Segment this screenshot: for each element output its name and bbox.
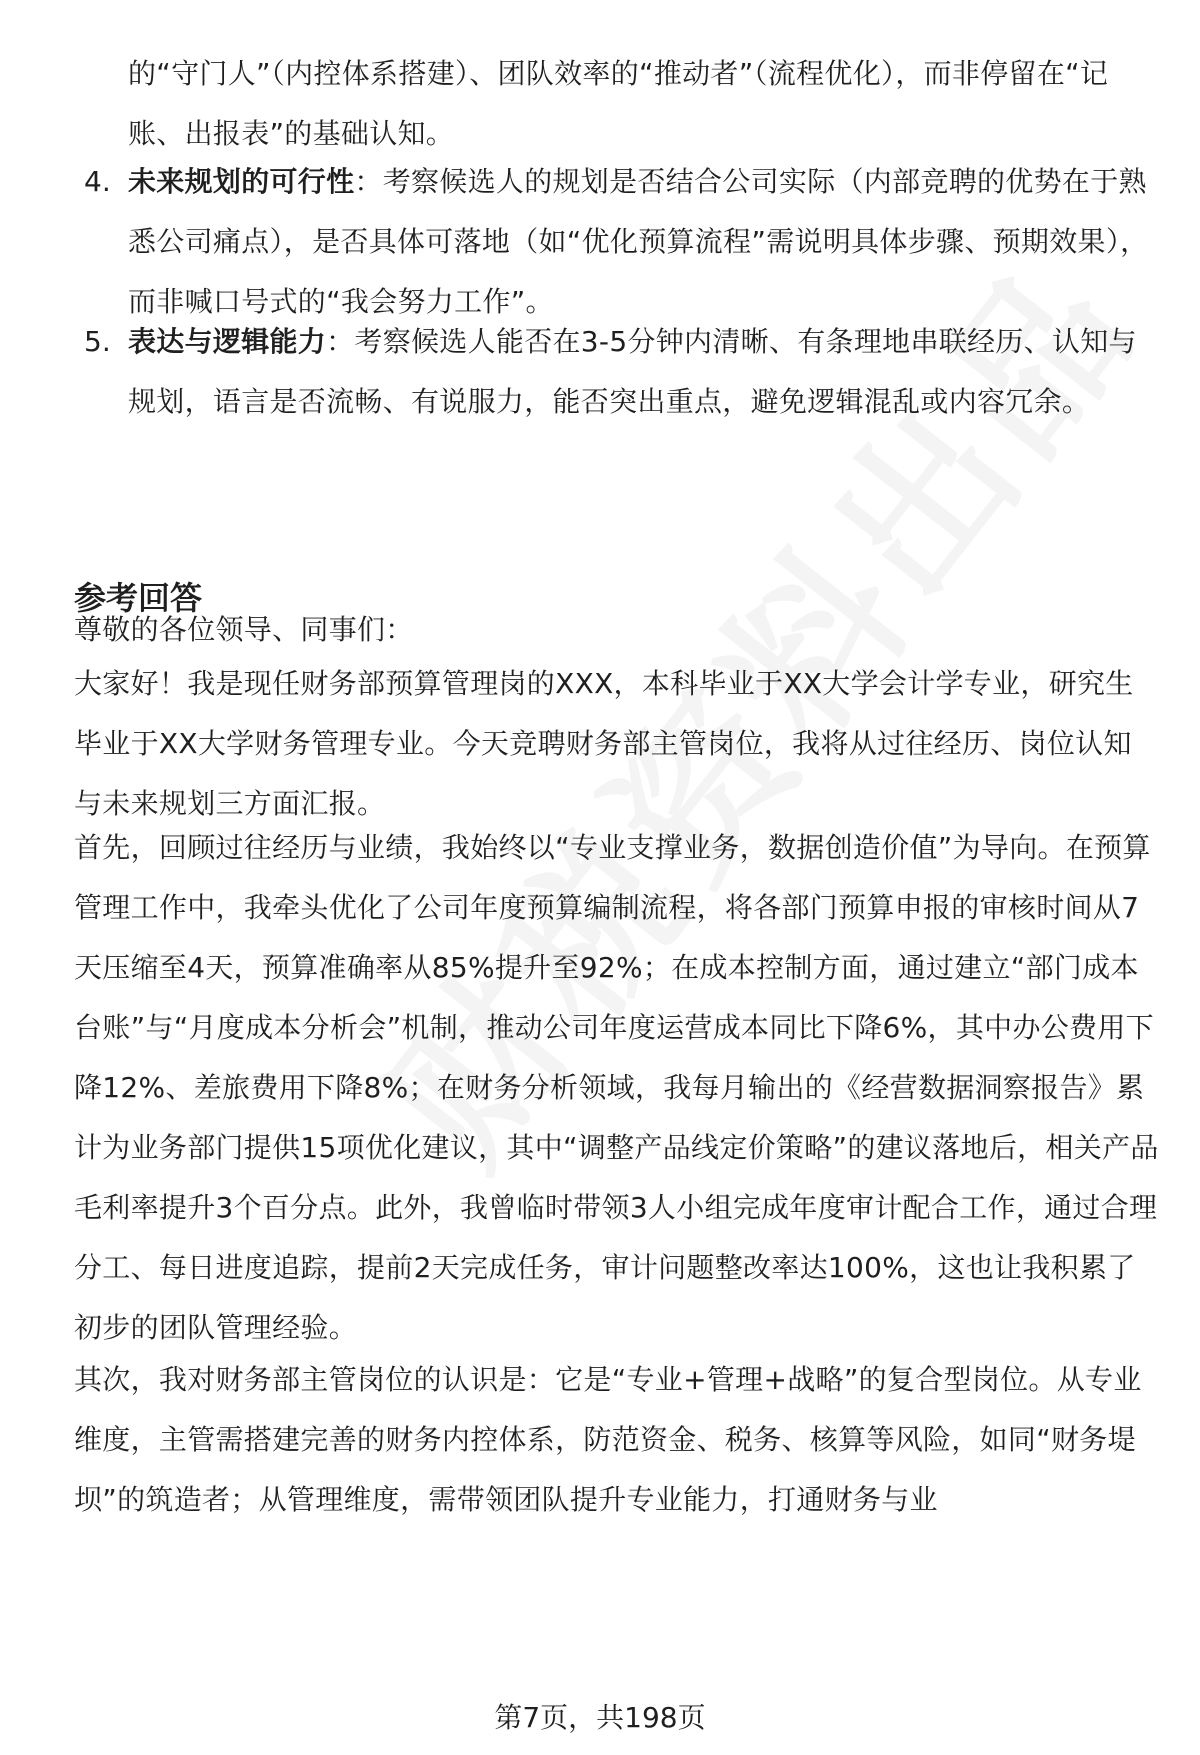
paragraph-second: 其次，我对财务部主管岗位的认识是：它是“专业+管理+战略”的复合型岗位。从专业维度，主管需搭建完善的财务内控体系，防范资金、税务、核算等风险，如同“财务堤坝”的筑造者；从管理维度，需带领团队提升专业能力，打通财务与业 (74, 1363, 1142, 1516)
continued-paragraph: 的“守门人”（内控体系搭建）、团队效率的“推动者”（流程优化），而非停留在“记账、出报表”的基础认知。 (128, 57, 1109, 150)
section-title: 参考回答 (74, 579, 203, 617)
list-item-body: ：考察候选人能否在3-5分钟内清晰、有条理地串联经历、认知与规划，语言是否流畅、有说服力，能否突出重点，避免逻辑混乱或内容冗余。 (128, 325, 1137, 418)
list-item-text (128, 312, 1158, 432)
page-footer: 第7页，共198页 (494, 1701, 706, 1734)
paragraph-first: 首先，回顾过往经历与业绩，我始终以“专业支撑业务，数据创造价值”为导向。在预算管理工作中，我牵头优化了公司年度预算编制流程，将各部门预算申报的审核时间从7天压缩至4天，预算准确率从85%提升至92%；在成本控制方面，通过建立“部门成本台账”与“月度成本分析会”机制，推动公司年度运营成本同比下降6%，其中办公费用下降12%、差旅费用下降8%；在财务分析领域，我每月输出的《经营数据洞察报告》累计为业务部门提供15项优化建议，其中“调整产品线定价策略”的建议落地后，相关产品毛利率提升3个百分点。此外，我曾临时带领3人小组完成年度审计配合工作，通过合理分工、每日进度追踪，提前2天完成任务，审计问题整改率达100%，这也让我积累了初步的团队管理经验。 (74, 831, 1159, 1344)
list-item-title: 表达与逻辑能力 (128, 325, 327, 358)
list-number: 5. (84, 325, 111, 358)
list-item-text (128, 152, 1158, 332)
list-number: 4. (84, 165, 111, 198)
greeting: 尊敬的各位领导、同事们： (74, 613, 414, 646)
paragraph-intro: 大家好！我是现任财务部预算管理岗的XXX，本科毕业于XX大学会计学专业，研究生毕业于XX大学财务管理专业。今天竞聘财务部主管岗位，我将从过往经历、岗位认知与未来规划三方面汇报。 (74, 667, 1134, 820)
list-item-title: 未来规划的可行性 (128, 165, 355, 198)
list-item-body: ：考察候选人的规划是否结合公司实际（内部竞聘的优势在于熟悉公司痛点），是否具体可落地（如“优化预算流程”需说明具体步骤、预期效果），而非喊口号式的“我会努力工作”。 (128, 165, 1149, 318)
